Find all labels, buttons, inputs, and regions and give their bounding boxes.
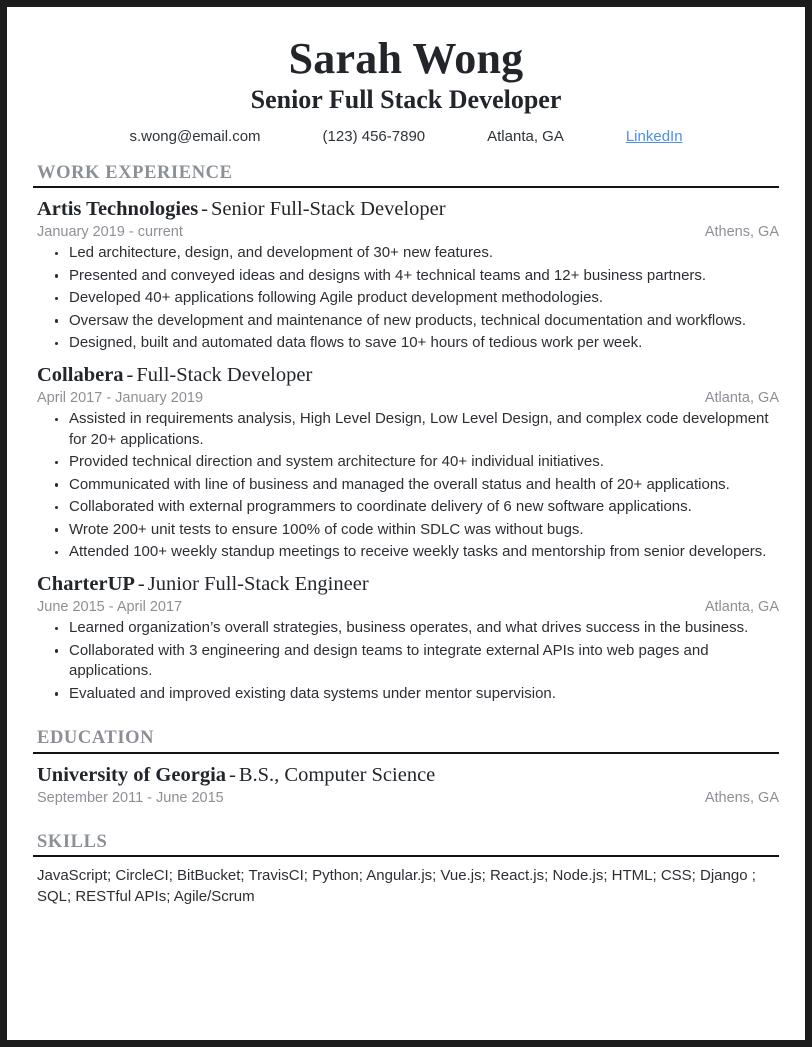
experience-company: Collabera xyxy=(37,363,124,386)
section-skills xyxy=(33,832,779,908)
section-divider xyxy=(33,186,779,188)
experience-bullet-list xyxy=(33,618,779,704)
experience-role: Full-Stack Developer xyxy=(136,363,313,386)
experience-entry xyxy=(33,197,779,354)
section-title-work-experience: WORK EXPERIENCE xyxy=(37,162,233,183)
section-title-education: EDUCATION xyxy=(37,728,155,749)
experience-entry xyxy=(33,572,779,704)
bullet-item: Developed 40+ applications following Agile product development methodologies. xyxy=(33,288,779,309)
title-separator: - xyxy=(229,763,236,786)
bullet-item: Learned organization’s overall strategies, business operates, and what drives success in the business. xyxy=(33,618,779,639)
experience-location: Atlanta, GA xyxy=(704,390,779,407)
experience-meta xyxy=(33,599,779,615)
experience-meta xyxy=(33,390,779,406)
resume-header xyxy=(33,36,779,145)
experience-title-line xyxy=(33,197,779,221)
bullet-item: Assisted in requirements analysis, High Level Design, Low Level Design, and complex code development for 20+ applications. xyxy=(33,409,779,450)
experience-company: Artis Technologies xyxy=(37,197,199,220)
contact-linkedin-link[interactable]: LinkedIn xyxy=(625,127,683,145)
contact-phone: (123) 456-7890 xyxy=(322,127,426,145)
experience-title-line xyxy=(33,572,779,596)
section-divider xyxy=(33,855,779,857)
bullet-item: Collaborated with external programmers to coordinate delivery of 6 new software applications. xyxy=(33,497,779,518)
skills-list: JavaScript; CircleCI; BitBucket; TravisCI; Python; Angular.js; Vue.js; React.js; Node.js; HTML; CSS; Django ; SQL; RESTful APIs; Agile/Scrum xyxy=(37,867,756,906)
title-separator: - xyxy=(137,572,145,595)
bullet-item: Designed, built and automated data flows to save 10+ hours of tedious work per week. xyxy=(33,333,779,354)
bullet-item: Provided technical direction and system architecture for 40+ individual initiatives. xyxy=(33,452,779,473)
education-meta xyxy=(33,790,779,806)
resume-content xyxy=(7,7,805,908)
bullet-item: Oversaw the development and maintenance of new products, technical documentation and workflows. xyxy=(33,311,779,332)
experience-company: CharterUP xyxy=(37,572,135,595)
experience-meta xyxy=(33,224,779,240)
bullet-item: Presented and conveyed ideas and designs with 4+ technical teams and 12+ business partners. xyxy=(33,266,779,287)
title-separator: - xyxy=(201,197,208,220)
section-divider xyxy=(33,752,779,754)
experience-role: Junior Full-Stack Engineer xyxy=(147,572,369,595)
experience-bullet-list xyxy=(33,243,779,354)
section-title-skills: SKILLS xyxy=(37,831,108,852)
experience-bullet-list xyxy=(33,409,779,563)
candidate-name: Sarah Wong xyxy=(288,34,524,83)
experience-location: Atlanta, GA xyxy=(704,599,779,616)
candidate-headline: Senior Full Stack Developer xyxy=(250,84,562,114)
bullet-item: Wrote 200+ unit tests to ensure 100% of code within SDLC was without bugs. xyxy=(33,520,779,541)
education-degree: B.S., Computer Science xyxy=(238,763,436,786)
contact-email: s.wong@email.com xyxy=(129,127,261,145)
education-title-line xyxy=(33,763,779,787)
bullet-item: Attended 100+ weekly standup meetings to receive weekly tasks and mentorship from senior developers. xyxy=(33,542,779,563)
title-separator: - xyxy=(126,363,134,386)
section-education xyxy=(33,728,779,806)
bullet-item: Collaborated with 3 engineering and design teams to integrate external APIs into web pages and applications. xyxy=(33,641,779,682)
contact-row xyxy=(33,128,779,145)
education-dates: September 2011 - June 2015 xyxy=(37,789,224,806)
resume-page xyxy=(7,7,805,1040)
experience-dates: June 2015 - April 2017 xyxy=(37,599,183,616)
education-school: University of Georgia xyxy=(37,763,227,786)
contact-location: Atlanta, GA xyxy=(487,127,564,145)
bullet-item: Led architecture, design, and development of 30+ new features. xyxy=(33,243,779,264)
section-work-experience xyxy=(33,163,779,705)
bullet-item: Communicated with line of business and managed the overall status and health of 20+ applications. xyxy=(33,475,779,496)
experience-title-line xyxy=(33,363,779,387)
experience-entry xyxy=(33,363,779,563)
bullet-item: Evaluated and improved existing data systems under mentor supervision. xyxy=(33,684,779,705)
experience-dates: January 2019 - current xyxy=(37,224,183,241)
education-location: Athens, GA xyxy=(704,789,779,806)
experience-dates: April 2017 - January 2019 xyxy=(37,390,204,407)
experience-location: Athens, GA xyxy=(704,224,779,241)
education-entry xyxy=(33,763,779,806)
experience-role: Senior Full-Stack Developer xyxy=(211,197,446,220)
